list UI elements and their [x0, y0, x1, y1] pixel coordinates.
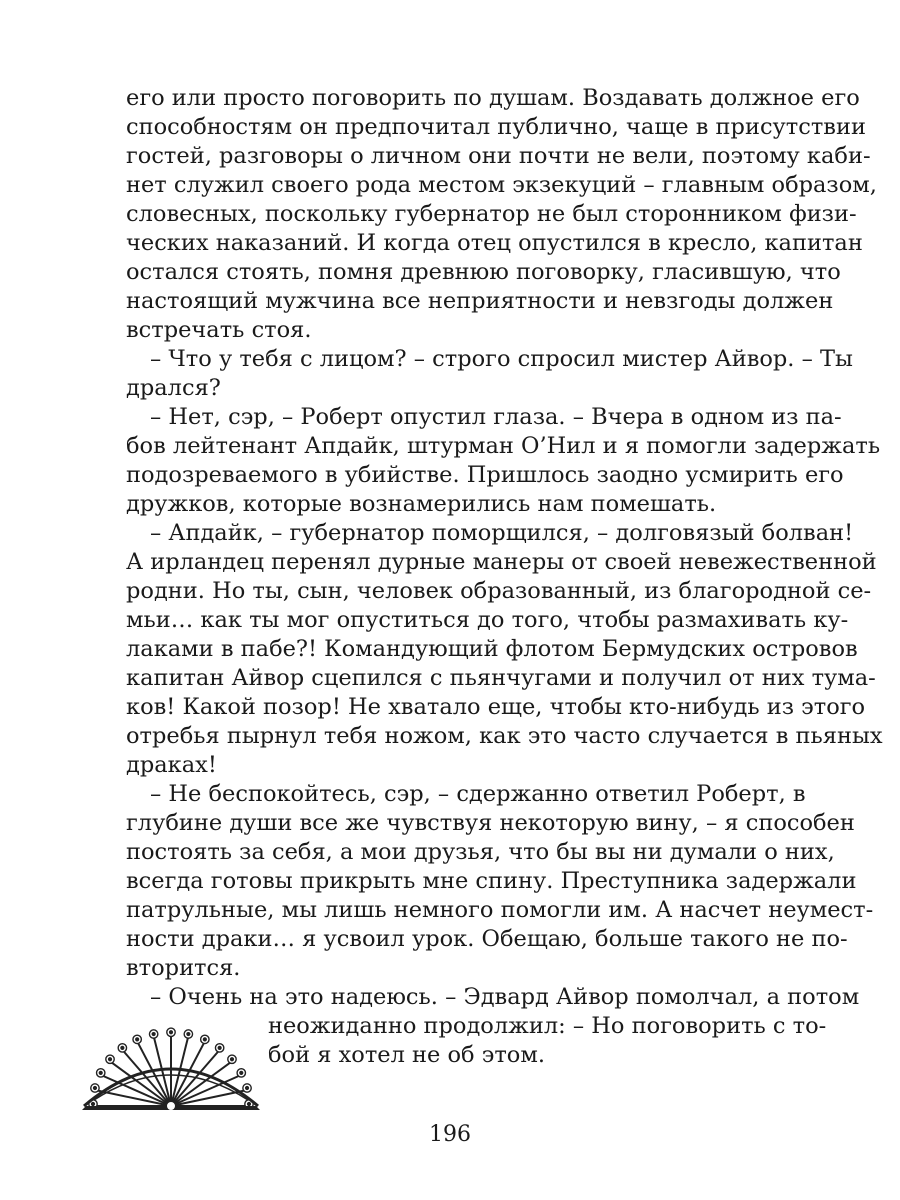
dialogue-line: – Очень на это надеюсь. – Эдвард Айвор помолчал, а потом [150, 984, 860, 1010]
text-line: гостей, разговоры о личном они почти не вели, поэтому каби- [126, 143, 871, 169]
text-line: вторится. [126, 955, 241, 981]
text-line: настоящий мужчина все неприятности и невзгоды должен [126, 288, 834, 314]
text-line: ческих наказаний. И когда отец опустился в кресло, капитан [126, 230, 863, 256]
text-line: словесных, поскольку губернатор не был сторонником физи- [126, 201, 857, 227]
page-number: 196 [429, 1122, 471, 1147]
text-line: ков! Какой позор! Не хватало еще, чтобы кто-нибудь из этого [126, 694, 866, 720]
text-line: остался стоять, помня древнюю поговорку, гласившую, что [126, 259, 841, 285]
folding-fan-icon [82, 1018, 260, 1110]
text-line: неожиданно продолжил: – Но поговорить с то- [268, 1013, 827, 1039]
text-line: А ирландец перенял дурные манеры от своей невежественной [126, 549, 877, 575]
text-line: дружков, которые вознамерились нам помешать. [126, 491, 717, 517]
text-line: встречать стоя. [126, 317, 312, 343]
text-line: глубине души все же чувствуя некоторую вину, – я способен [126, 810, 855, 836]
dialogue-line: – Не беспокойтесь, сэр, – сдержанно ответил Роберт, в [150, 781, 806, 807]
text-line: мьи… как ты мог опуститься до того, чтобы размахивать ку- [126, 607, 849, 633]
text-line: капитан Айвор сцепился с пьянчугами и получил от них тума- [126, 665, 876, 691]
text-line: драках! [126, 752, 217, 778]
text-line: дрался? [126, 375, 221, 401]
text-line: лаками в пабе?! Командующий флотом Бермудских островов [126, 636, 858, 662]
dialogue-line: – Апдайк, – губернатор поморщился, – долговязый болван! [150, 520, 854, 546]
text-line: его или просто поговорить по душам. Воздавать должное его [126, 85, 860, 111]
text-line: патрульные, мы лишь немного помогли им. А насчет неумест- [126, 897, 874, 923]
text-line: постоять за себя, а мои друзья, что бы вы ни думали о них, [126, 839, 835, 865]
text-line: бов лейтенант Апдайк, штурман О’Нил и я помогли задержать [126, 433, 881, 459]
text-line: бой я хотел не об этом. [268, 1042, 545, 1068]
text-line: родни. Но ты, сын, человек образованный, из благородной се- [126, 578, 872, 604]
text-line: подозреваемого в убийстве. Пришлось заодно усмирить его [126, 462, 844, 488]
text-line: всегда готовы прикрыть мне спину. Преступника задержали [126, 868, 857, 894]
dialogue-line: – Что у тебя с лицом? – строго спросил мистер Айвор. – Ты [150, 346, 853, 372]
text-line: ности драки… я усвоил урок. Обещаю, больше такого не по- [126, 926, 848, 952]
text-line: отребья пырнул тебя ножом, как это часто случается в пьяных [126, 723, 883, 749]
text-line: нет служил своего рода местом экзекуций – главным образом, [126, 172, 877, 198]
dialogue-line: – Нет, сэр, – Роберт опустил глаза. – Вчера в одном из па- [150, 404, 842, 430]
text-line: способностям он предпочитал публично, чаще в присутствии [126, 114, 866, 140]
